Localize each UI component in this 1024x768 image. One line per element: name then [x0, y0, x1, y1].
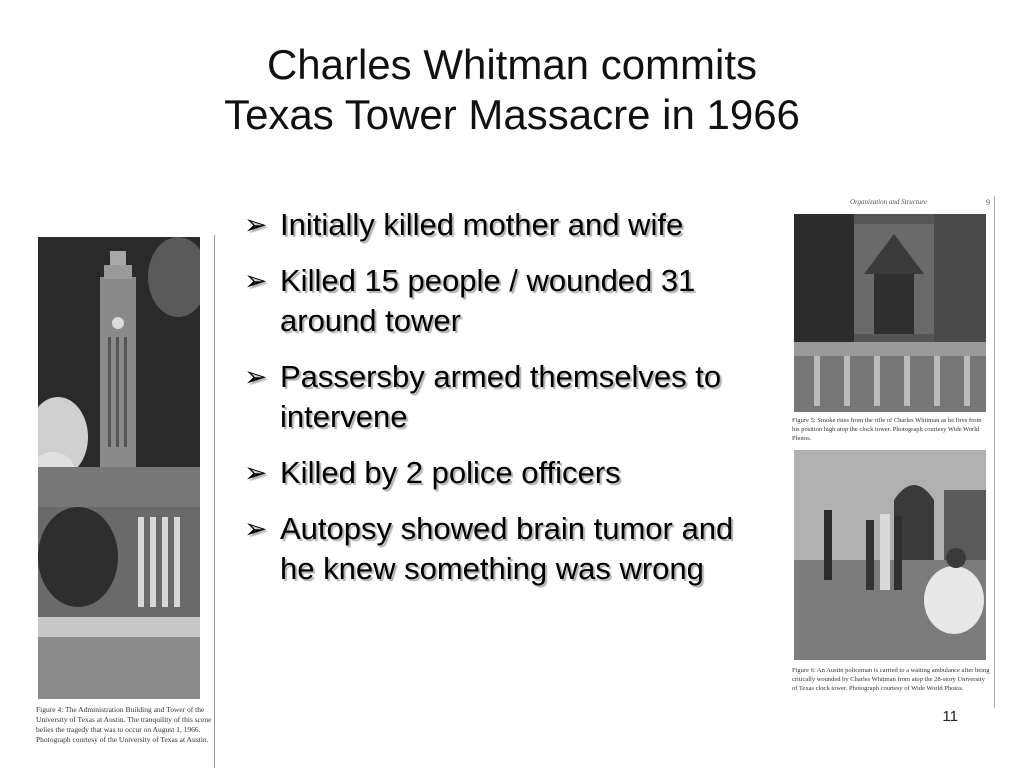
scanned-book-page: [786, 196, 995, 708]
ambulance-scene-photo: [794, 450, 986, 660]
slide-page-number: 11: [942, 708, 958, 725]
arrow-bullet-icon: ➢: [244, 209, 268, 240]
bullet-list: [244, 205, 764, 605]
clock-tower-photo: [794, 214, 986, 412]
bullet-item: [244, 509, 764, 589]
arrow-bullet-icon: ➢: [244, 361, 268, 392]
book-page-number: 9: [986, 198, 990, 207]
bullet-text: Initially killed mother and wife: [280, 207, 684, 242]
tower-figure: [28, 235, 215, 768]
slide-title-line-1: Charles Whitman commits: [266, 41, 758, 88]
bullet-item: [244, 357, 764, 437]
bullet-text: Autopsy showed brain tumor and he knew something was wrong: [280, 511, 734, 586]
book-page-header: Organization and Structure: [850, 198, 927, 206]
tower-figure-caption: Figure 4: The Administration Building and Tower of the University of Texas at Austin. The tranquility of this scene belies the tragedy that was to occur on August 1, 1966. Photograph courtesy of the University of Texas at Austin.: [36, 705, 212, 744]
bullet-item: [244, 205, 764, 245]
clock-tower-photo-caption: Figure 5: Smoke rises from the rifle of Charles Whitman as he fires from his position high atop the clock tower. Photograph courtesy Wide World Photos.: [792, 417, 982, 442]
arrow-bullet-icon: ➢: [244, 457, 268, 488]
bullet-item: [244, 261, 764, 341]
bullet-text: Killed 15 people / wounded 31 around tower: [280, 263, 696, 338]
slide-title-line-2: Texas Tower Massacre in 1966: [224, 91, 800, 138]
bullet-text: Killed by 2 police officers: [280, 455, 621, 490]
bullet-item: [244, 453, 764, 493]
tower-photo: [38, 237, 200, 699]
bullet-text: Passersby armed themselves to intervene: [280, 359, 722, 434]
arrow-bullet-icon: ➢: [244, 513, 268, 544]
arrow-bullet-icon: ➢: [244, 265, 268, 296]
slide-title: [0, 40, 1024, 140]
ambulance-scene-caption: Figure 6: An Austin policeman is carried to a waiting ambulance after being critically wounded by Charles Whitman from atop the 28-story University of Texas clock tower. Photograph courtesy of Wide World Photos.: [792, 667, 990, 692]
